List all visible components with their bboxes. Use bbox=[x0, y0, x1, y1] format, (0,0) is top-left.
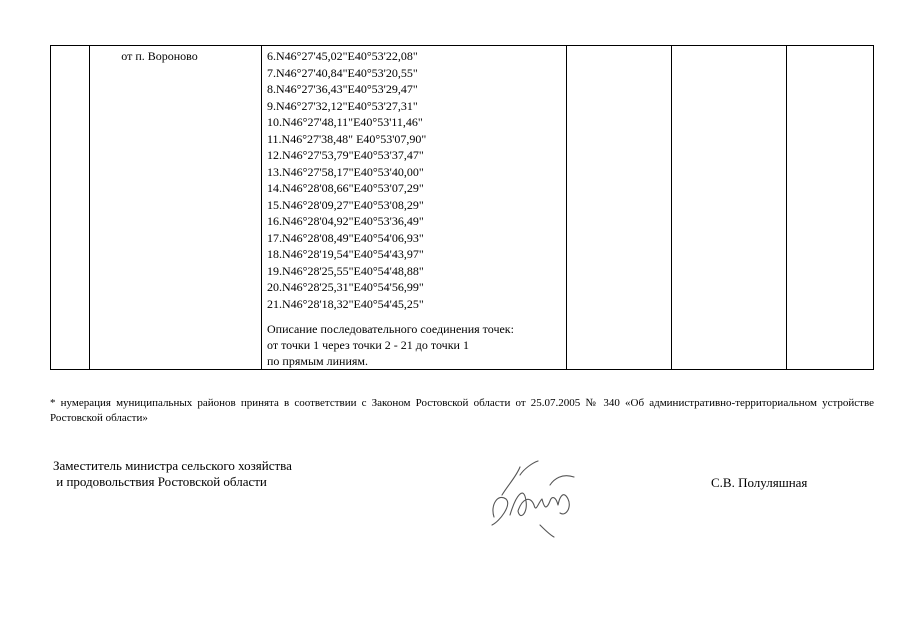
footnote: * нумерация муниципальных районов принята в соответствии с Законом Ростовской области от 25.07.2005 № 340 «Об административно-территориальном устройстве Ростовской области» bbox=[50, 397, 874, 424]
coordinate-item: 15.N46°28'09,27"E40°53'08,29" bbox=[267, 197, 424, 212]
coordinate-item: 16.N46°28'04,92"E40°53'36,49" bbox=[267, 214, 424, 228]
position-line-1: Заместитель министра сельского хозяйства bbox=[53, 458, 292, 473]
coordinate-item: 11.N46°27'38,48" E40°53'07,90" bbox=[267, 131, 427, 146]
position-line-2: и продовольствия Ростовской области bbox=[53, 474, 267, 489]
coordinate-item: 20.N46°28'25,31"E40°54'56,99" bbox=[267, 280, 424, 294]
table-column-divider bbox=[786, 46, 787, 369]
coordinate-item: 9.N46°27'32,12"E40°53'27,31" bbox=[267, 98, 418, 113]
coordinate-item: 18.N46°28'19,54"E40°54'43,97" bbox=[267, 247, 424, 261]
coordinate-item: 13.N46°27'58,17"E40°53'40,00" bbox=[267, 164, 424, 179]
coordinate-item: 14.N46°28'08,66"E40°53'07,29" bbox=[267, 181, 424, 195]
connection-description bbox=[267, 321, 514, 369]
handwritten-signature bbox=[480, 455, 600, 540]
coordinates-list bbox=[267, 48, 426, 312]
description-line: от точки 1 через точки 2 - 21 до точки 1 bbox=[267, 338, 469, 352]
coordinate-item: 19.N46°28'25,55"E40°54'48,88" bbox=[267, 263, 424, 278]
coordinate-item: 7.N46°27'40,84"E40°53'20,55" bbox=[267, 65, 418, 80]
description-line: Описание последовательного соединения точек: bbox=[267, 322, 514, 336]
coordinate-item: 6.N46°27'45,02"E40°53'22,08" bbox=[267, 49, 418, 63]
description-line: по прямым линиям. bbox=[267, 354, 368, 368]
table-column-divider bbox=[261, 46, 262, 369]
signer-name: С.В. Полуляшная bbox=[711, 475, 808, 490]
coordinate-item: 12.N46°27'53,79"E40°53'37,47" bbox=[267, 148, 424, 162]
official-position bbox=[53, 458, 292, 490]
table-column-divider bbox=[89, 46, 90, 369]
coordinate-item: 10.N46°27'48,11"E40°53'11,46" bbox=[267, 115, 423, 129]
coordinates-table bbox=[50, 45, 874, 370]
table-border-right bbox=[873, 46, 874, 369]
table-column-divider bbox=[566, 46, 567, 369]
place-cell: от п. Вороново bbox=[121, 49, 198, 63]
coordinate-item: 8.N46°27'36,43"E40°53'29,47" bbox=[267, 82, 418, 96]
coordinate-item: 21.N46°28'18,32"E40°54'45,25" bbox=[267, 296, 424, 311]
coordinate-item: 17.N46°28'08,49"E40°54'06,93" bbox=[267, 230, 424, 245]
table-column-divider bbox=[671, 46, 672, 369]
table-border-left bbox=[50, 46, 51, 369]
